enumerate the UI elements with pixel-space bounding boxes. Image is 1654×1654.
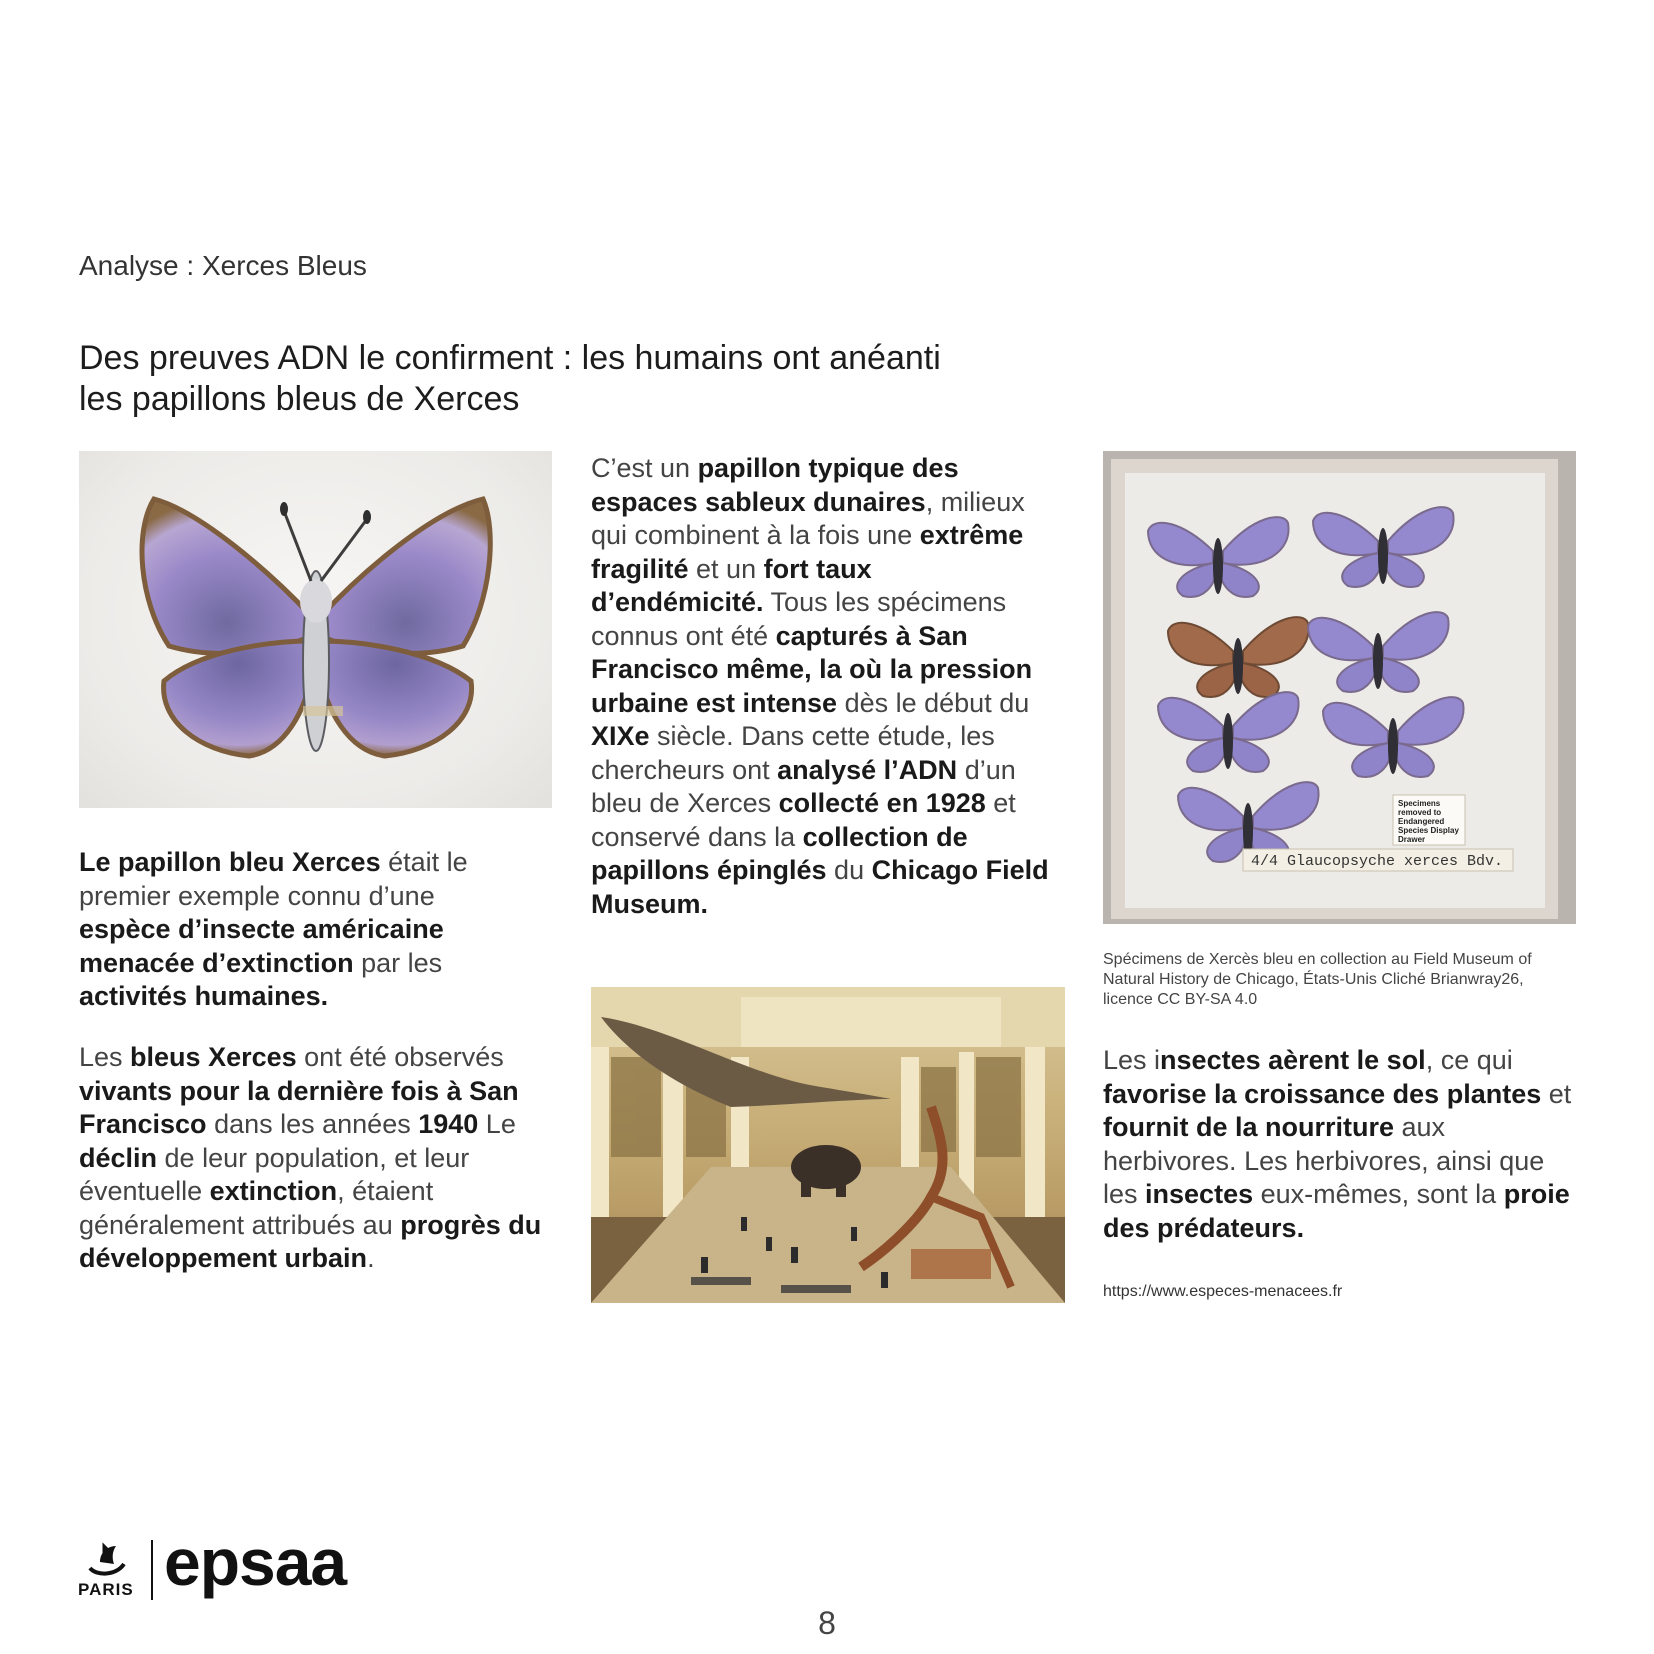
paris-ship-icon bbox=[78, 1540, 138, 1580]
col2-p1-seg: Tous les spécimens connus ont été bbox=[591, 587, 1007, 651]
col2-p1-seg: fort taux d’endémicité. bbox=[591, 553, 872, 617]
museum-illustration bbox=[591, 987, 1065, 1303]
col2-p1-seg: , milieux qui combinent à la fois une bbox=[591, 486, 1025, 550]
col2-p1-seg: Chicago Field Museum. bbox=[591, 855, 1049, 919]
col1-p2-seg: déclin bbox=[79, 1142, 158, 1173]
paris-logo bbox=[78, 1540, 140, 1602]
col3-p1-seg: fournit de la nourriture bbox=[1103, 1112, 1395, 1142]
col3-p1-seg: nsectes aèrent le sol bbox=[1160, 1045, 1426, 1075]
section-label: Analyse : Xerces Bleus bbox=[79, 250, 367, 281]
drawer-photo-caption: Spécimens de Xercès bleu en collection au Field Museum of Natural History de Chicago, États-Unis Cliché Brianwray26, licence CC BY-SA 4.0 bbox=[1103, 951, 1532, 1008]
col2-p1-seg: siècle. Dans cette étude, les chercheurs ont bbox=[591, 721, 995, 785]
headline-line-2: les papillons bleus de Xerces bbox=[79, 380, 520, 418]
col1-p1-seg: espèce d’insecte américaine menacée d’extinction bbox=[79, 914, 444, 978]
page-number: 8 bbox=[818, 1605, 836, 1641]
col2-p1-seg: et un bbox=[688, 553, 764, 584]
col1-p1-seg: Le papillon bleu Xerces bbox=[79, 847, 381, 877]
col2-p1-seg: collection de papillons épinglés bbox=[591, 821, 968, 885]
col1-p2-seg: . bbox=[367, 1243, 375, 1273]
col2-p1-seg: C’est un bbox=[591, 453, 698, 483]
source-link[interactable]: https://www.especes-menacees.fr bbox=[1103, 1283, 1343, 1300]
col1-p1-seg: par les bbox=[353, 947, 443, 978]
col3-p1-seg: insectes bbox=[1145, 1179, 1254, 1209]
col1-p2-seg: dans les années bbox=[206, 1109, 419, 1139]
col1-p1-seg: était le premier exemple connu d’une bbox=[79, 847, 468, 911]
col2-p1-seg: et conservé dans la bbox=[591, 788, 1016, 852]
col3-paragraph-1 bbox=[1103, 1044, 1578, 1245]
col1-paragraph-1 bbox=[79, 846, 519, 1014]
col1-p2-seg: Les bbox=[79, 1042, 131, 1072]
col2-p1-seg: capturés à San Francisco même, la où la pression urbaine est intense bbox=[591, 620, 1033, 718]
drawer-note-line: Species Display bbox=[1398, 826, 1459, 835]
drawer-note-line: Endangered bbox=[1398, 817, 1445, 826]
col2-p1-seg: XIXe bbox=[591, 721, 650, 751]
col1-p2-seg: Le bbox=[478, 1109, 516, 1139]
col1-paragraph-2 bbox=[79, 1041, 554, 1276]
butterfly-illustration bbox=[79, 451, 552, 808]
specimen-drawer-illustration bbox=[1103, 451, 1576, 924]
col1-p2-seg: ont été observés bbox=[296, 1042, 504, 1072]
drawer-note-line: Specimens bbox=[1398, 799, 1441, 808]
butterfly-photo bbox=[79, 451, 552, 808]
col2-p1-seg: papillon typique des espaces sableux dunaires bbox=[591, 453, 959, 517]
drawer-note-line: removed to bbox=[1398, 808, 1442, 817]
epsaa-wordmark: epsaa bbox=[164, 1525, 347, 1599]
col3-p1-seg: proie des prédateurs. bbox=[1103, 1179, 1570, 1243]
col3-p1-seg: favorise la croissance des plantes bbox=[1103, 1078, 1542, 1109]
drawer-note-line: Drawer bbox=[1398, 835, 1426, 844]
col2-p1-seg: dès le début du bbox=[837, 687, 1030, 718]
col2-p1-seg: d’un bleu de Xerces bbox=[591, 754, 1016, 818]
col1-p2-seg: progrès du développement urbain bbox=[79, 1209, 542, 1273]
headline-line-1: Des preuves ADN le confirment : les humains ont anéanti bbox=[79, 339, 941, 377]
page-title bbox=[79, 338, 1079, 420]
paris-logo-text: PARIS bbox=[78, 1580, 134, 1599]
col2-p1-seg: du bbox=[826, 855, 872, 885]
col1-p2-seg: de leur population, et leur éventuelle bbox=[79, 1142, 470, 1206]
col1-p2-seg: vivants pour la dernière fois à San Francisco bbox=[79, 1075, 519, 1139]
col3-p1-seg: eux-mêmes, sont la bbox=[1253, 1179, 1504, 1209]
col1-p2-seg: bleus Xerces bbox=[130, 1042, 297, 1072]
col1-p1-seg: activités humaines. bbox=[79, 981, 329, 1011]
col2-p1-seg: analysé l’ADN bbox=[777, 754, 958, 785]
col1-p2-seg: , étaient généralement attribués au bbox=[79, 1176, 434, 1240]
col2-p1-seg: extrême fragilité bbox=[591, 520, 1024, 584]
museum-hall-photo bbox=[591, 987, 1065, 1303]
col2-paragraph-1 bbox=[591, 452, 1051, 921]
col3-p1-seg: , ce qui bbox=[1425, 1045, 1513, 1075]
col1-p2-seg: extinction bbox=[209, 1176, 338, 1206]
logo-divider bbox=[151, 1540, 153, 1600]
specimen-drawer-photo bbox=[1103, 451, 1576, 924]
col1-p2-seg: 1940 bbox=[418, 1109, 479, 1139]
drawer-label-text: 4/4 Glaucopsyche xerces Bdv. bbox=[1251, 853, 1504, 870]
col3-p1-seg: et bbox=[1541, 1078, 1572, 1109]
col2-p1-seg: collecté en 1928 bbox=[778, 788, 986, 818]
col3-p1-seg: Les i bbox=[1103, 1045, 1161, 1075]
col3-p1-seg: aux herbivores. Les herbivores, ainsi que les bbox=[1103, 1112, 1545, 1209]
